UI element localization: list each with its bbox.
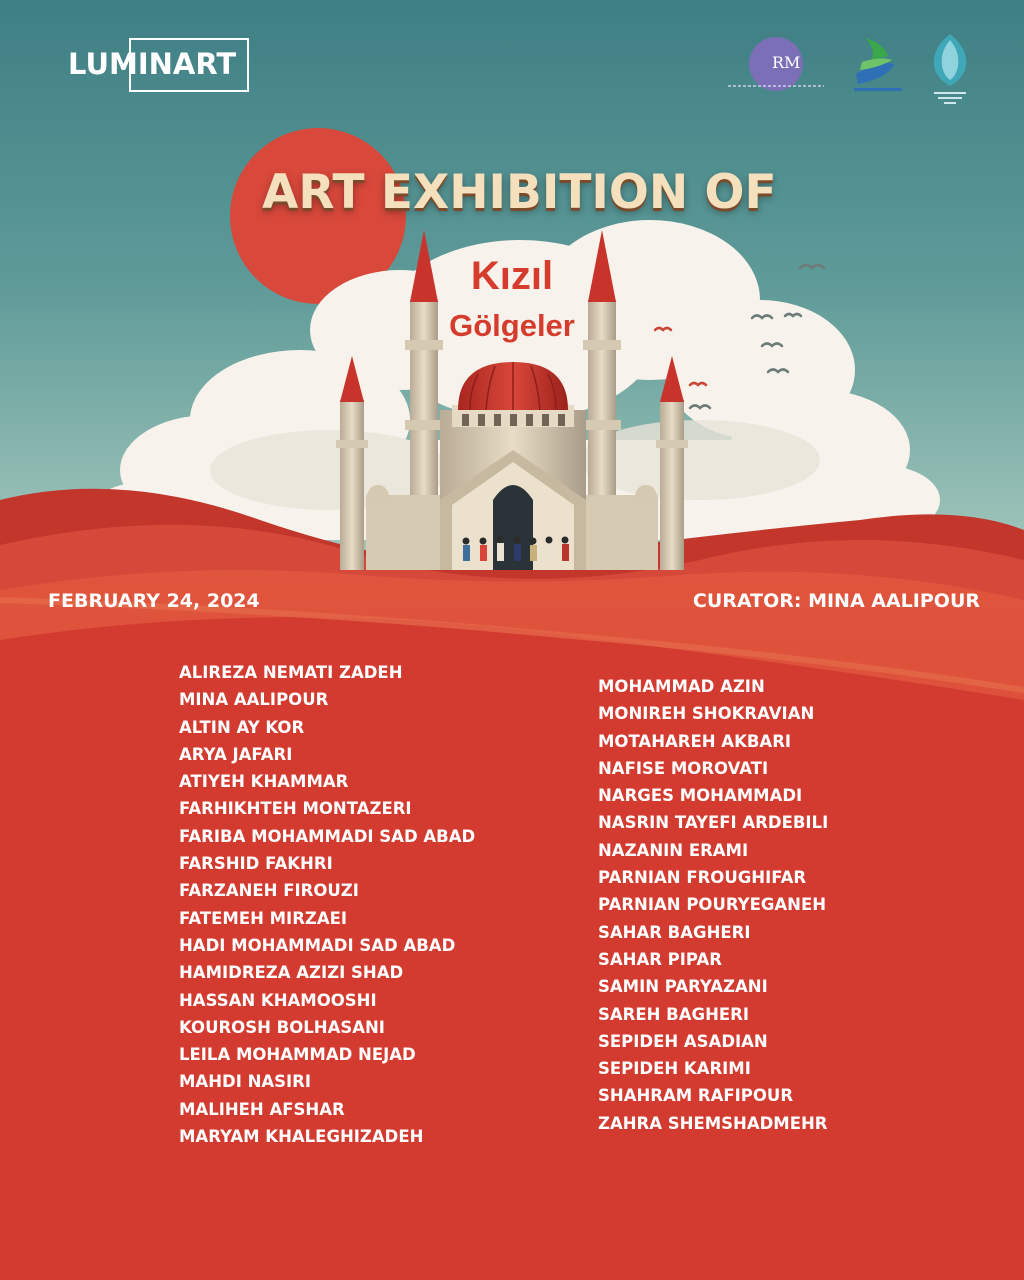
artist-name: SEPIDEH ASADIAN xyxy=(598,1031,768,1051)
artist-name: ATIYEH KHAMMAR xyxy=(179,772,349,792)
partner-logo-rm-icon xyxy=(728,32,824,92)
artist-name: MONIREH SHOKRAVIAN xyxy=(598,704,815,724)
artist-name: FARZANEH FIROUZI xyxy=(179,881,359,901)
artist-name: FATEMEH MIRZAEI xyxy=(179,908,348,928)
artist-name: SAHAR BAGHERI xyxy=(598,922,751,942)
artists-list-left xyxy=(179,659,475,1150)
artist-name: SAHAR PIPAR xyxy=(598,949,722,969)
artist-name: SHAHRAM RAFIPOUR xyxy=(598,1086,794,1106)
artist-name: SAREH BAGHERI xyxy=(598,1004,749,1024)
artist-name: NARGES MOHAMMADI xyxy=(598,786,803,806)
artist-name: NAFISE MOROVATI xyxy=(598,758,769,778)
partner-logo-iyime-icon xyxy=(924,30,976,112)
partner-logo-green-icon xyxy=(848,34,908,100)
svg-text:RM: RM xyxy=(772,53,801,72)
artist-name: FARHIKHTEH MONTAZERI xyxy=(179,799,412,819)
artists-list-right xyxy=(598,673,828,1137)
artist-name: NASRIN TAYEFI ARDEBILI xyxy=(598,813,829,833)
artist-name: MOHAMMAD AZIN xyxy=(598,677,765,696)
artist-name: HASSAN KHAMOOSHI xyxy=(179,990,377,1010)
artist-name: PARNIAN FROUGHIFAR xyxy=(598,868,807,888)
artist-name: FARSHID FAKHRI xyxy=(179,854,333,874)
exhibition-name-line2: Gölgeler xyxy=(449,308,575,343)
artist-name: KOUROSH BOLHASANI xyxy=(179,1017,385,1037)
exhibition-title: ART EXHIBITION OF xyxy=(262,165,777,220)
artist-name: MOTAHAREH AKBARI xyxy=(598,731,792,751)
artist-name: HADI MOHAMMADI SAD ABAD xyxy=(179,935,456,955)
exhibition-date: FEBRUARY 24, 2024 xyxy=(48,590,260,612)
artist-name: MARYAM KHALEGHIZADEH xyxy=(179,1127,424,1147)
artist-name: ZAHRA SHEMSHADMEHR xyxy=(598,1113,828,1133)
artist-name: ALIREZA NEMATI ZADEH xyxy=(179,663,403,682)
artist-name: LEILA MOHAMMAD NEJAD xyxy=(179,1045,416,1065)
artist-name: ALTIN AY KOR xyxy=(179,717,305,737)
artist-name: FARIBA MOHAMMADI SAD ABAD xyxy=(179,826,476,846)
artist-name: NAZANIN ERAMI xyxy=(598,840,749,860)
curator-name: CURATOR: MINA AALIPOUR xyxy=(692,590,980,612)
artist-name: ARYA JAFARI xyxy=(179,744,293,764)
artist-name: SAMIN PARYAZANI xyxy=(598,977,768,997)
artist-name: MAHDI NASIRI xyxy=(179,1072,312,1092)
artist-name: SEPIDEH KARIMI xyxy=(598,1059,751,1079)
logo-text: LUMINART xyxy=(68,47,237,81)
artist-name: MINA AALIPOUR xyxy=(179,690,329,710)
luminart-logo xyxy=(68,38,252,94)
artist-name: HAMIDREZA AZIZI SHAD xyxy=(179,963,404,983)
artist-name: PARNIAN POURYEGANEH xyxy=(598,895,827,915)
exhibition-name-line1: Kızıl xyxy=(470,254,554,298)
artist-name: MALIHEH AFSHAR xyxy=(179,1099,345,1119)
